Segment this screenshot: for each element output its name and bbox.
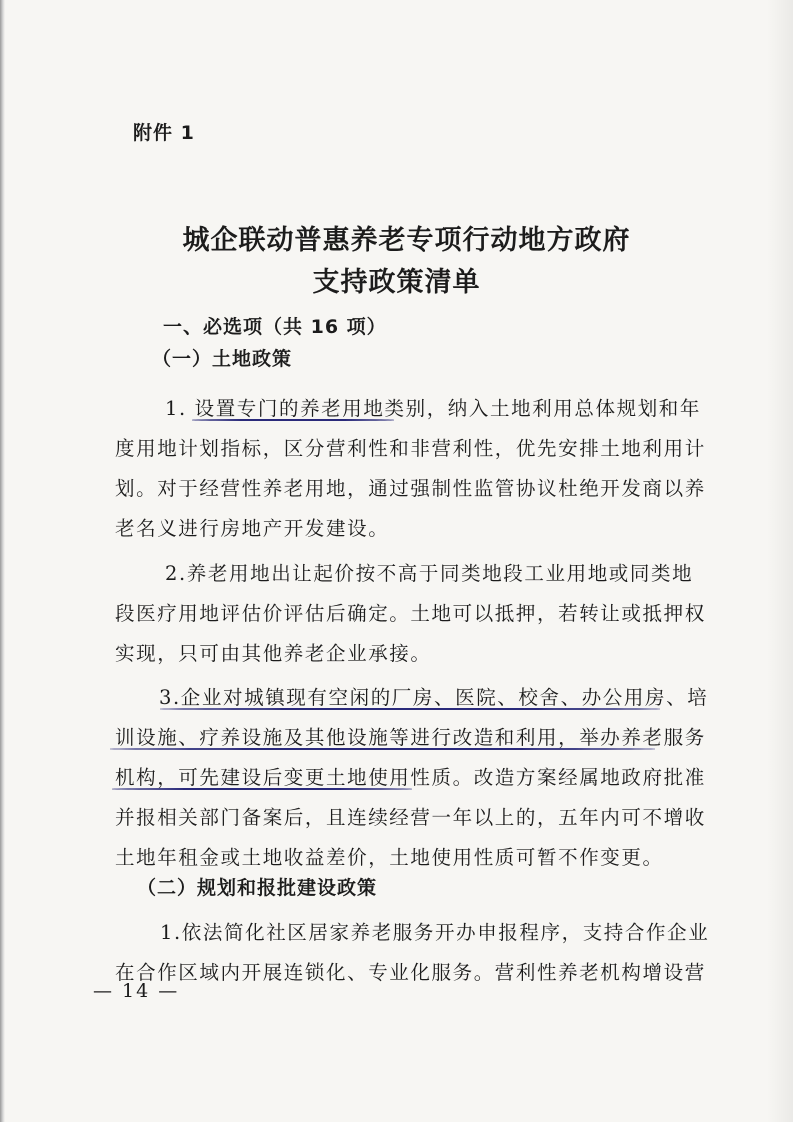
paragraph-line: 段医疗用地评估价评估后确定。土地可以抵押，若转让或抵押权: [115, 602, 706, 625]
paragraph-line: 度用地计划指标，区分营利性和非营利性，优先安排土地利用计: [115, 437, 706, 460]
paragraph-line: 1.依法简化社区居家养老服务开办申报程序，支持合作企业: [160, 921, 710, 944]
ink-underline: [160, 708, 660, 710]
paragraph-line: 1. 设置专门的养老用地类别，纳入土地利用总体规划和年: [165, 397, 702, 420]
paragraph-line: 3.企业对城镇现有空闲的厂房、医院、校舍、办公用房、培: [159, 686, 709, 709]
paragraph-line: 2.养老用地出让起价按不高于同类地段工业用地或同类地: [165, 562, 694, 585]
scan-shade: [767, 0, 793, 1122]
paragraph-line: 实现，只可由其他养老企业承接。: [115, 642, 432, 665]
paragraph-line: 土地年租金或土地收益差价，土地使用性质可暂不作变更。: [115, 846, 664, 869]
paragraph-line: 机构，可先建设后变更土地使用性质。改造方案经属地政府批准: [115, 766, 706, 789]
paragraph-line: 并报相关部门备案后，且连续经营一年以上的，五年内可不增收: [115, 806, 706, 829]
scan-edge: [0, 0, 5, 1122]
page-number: — 14 —: [93, 980, 180, 1002]
subsection-heading-land: （一）土地政策: [152, 348, 293, 370]
ink-underline: [112, 788, 412, 790]
subsection-heading-planning: （二）规划和报批建设政策: [137, 877, 378, 899]
paragraph-line: 训设施、疗养设施及其他设施等进行改造和利用，举办养老服务: [115, 726, 706, 749]
paragraph-line: 在合作区域内开展连锁化、专业化服务。营利性养老机构增设营: [115, 961, 706, 984]
document-title-line-1: 城企联动普惠养老专项行动地方政府: [182, 225, 631, 256]
document-title-line-2: 支持政策清单: [312, 267, 481, 298]
paragraph-line: 划。对于经营性养老用地，通过强制性监管协议杜绝开发商以养: [115, 477, 706, 500]
paragraph-line: 老名义进行房地产开发建设。: [115, 517, 390, 540]
ink-underline: [110, 748, 655, 750]
section-heading: 一、必选项（共 16 项）: [163, 316, 387, 338]
ink-underline: [192, 419, 394, 421]
annex-label: 附件 1: [133, 122, 195, 144]
